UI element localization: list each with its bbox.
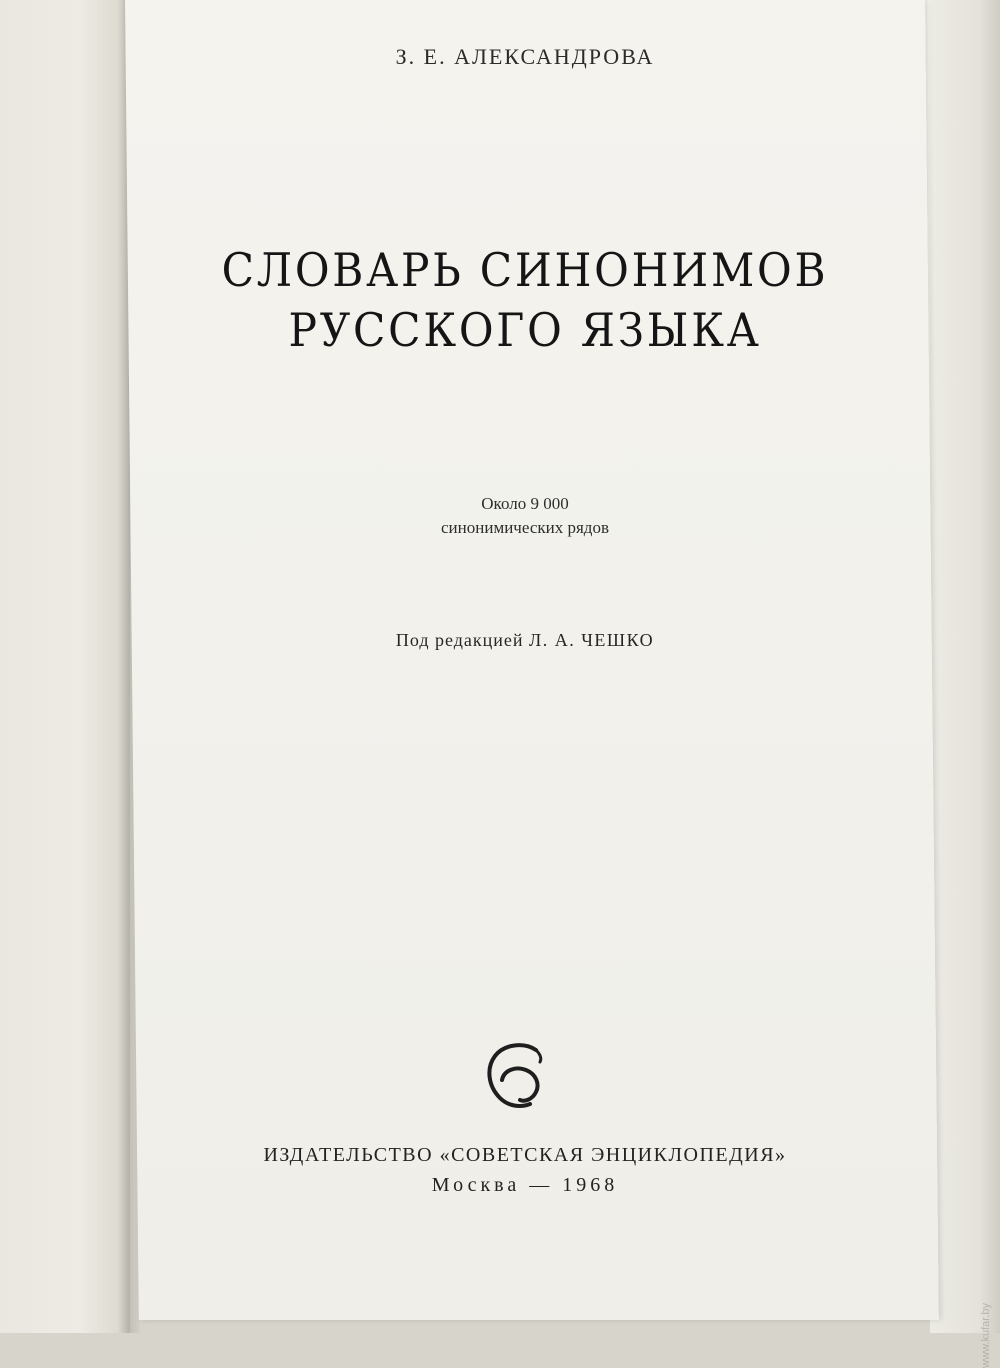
publisher-logo-icon	[480, 1040, 560, 1112]
book-title	[157, 240, 893, 360]
publisher-block	[125, 1140, 925, 1200]
editor-credit	[125, 630, 925, 651]
title-page	[125, 0, 925, 1320]
title-line-1: СЛОВАРЬ СИНОНИМОВ	[221, 243, 829, 297]
city-year: Москва — 1968	[431, 1174, 619, 1196]
entries-description: синонимических рядов	[441, 518, 609, 537]
site-watermark: www.kufar.by	[980, 1303, 992, 1368]
page-edges	[930, 0, 1000, 1333]
publisher-name: ИЗДАТЕЛЬСТВО «СОВЕТСКАЯ ЭНЦИКЛОПЕДИЯ»	[263, 1144, 787, 1166]
entries-count-line: Около 9 000	[481, 494, 569, 513]
title-line-2: РУССКОГО ЯЗЫКА	[288, 303, 762, 357]
left-facing-page	[0, 0, 130, 1333]
editor-prefix: Под редакцией	[395, 630, 524, 650]
author-name: З. Е. АЛЕКСАНДРОВА	[395, 44, 655, 69]
entries-count	[125, 492, 925, 540]
editor-name: Л. А. ЧЕШКО	[529, 630, 655, 650]
